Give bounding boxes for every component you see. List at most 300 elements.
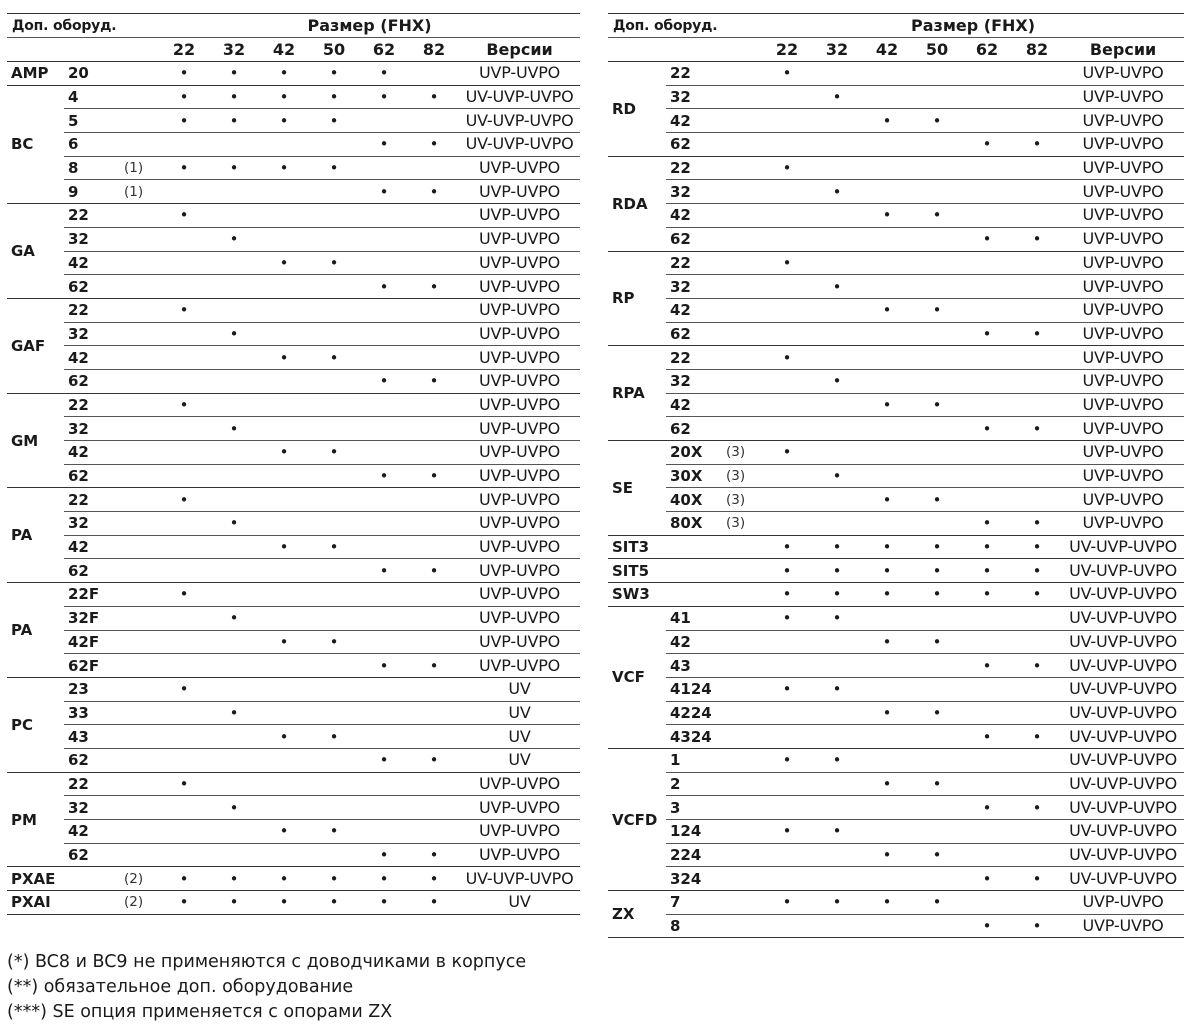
empty-cell <box>359 820 409 844</box>
empty-cell <box>1012 606 1062 630</box>
empty-cell <box>259 701 309 725</box>
empty-cell <box>1012 180 1062 204</box>
empty-cell <box>812 725 862 749</box>
availability-dot: • <box>862 891 912 915</box>
version-cell: UVP-UVPO <box>1062 346 1184 370</box>
empty-cell <box>359 109 409 133</box>
availability-dot: • <box>812 559 862 583</box>
empty-cell <box>812 156 862 180</box>
code-cell: 62 <box>666 133 724 157</box>
availability-dot: • <box>912 204 962 228</box>
availability-dot: • <box>862 393 912 417</box>
empty-cell <box>862 85 912 109</box>
empty-cell <box>409 298 459 322</box>
availability-dot: • <box>209 796 259 820</box>
availability-dot: • <box>962 654 1012 678</box>
empty-cell <box>209 369 259 393</box>
version-cell: UVP-UVPO <box>459 180 580 204</box>
note-cell <box>122 535 159 559</box>
empty-cell <box>912 156 962 180</box>
availability-dot: • <box>409 748 459 772</box>
version-cell: UVP-UVPO <box>459 820 580 844</box>
empty-cell <box>962 748 1012 772</box>
empty-cell <box>1012 891 1062 915</box>
empty-cell <box>359 322 409 346</box>
table-row <box>7 606 580 630</box>
note-cell: (2) <box>122 867 159 891</box>
empty-cell <box>359 583 409 607</box>
availability-dot: • <box>762 559 812 583</box>
code-cell <box>666 583 724 607</box>
note-cell <box>724 322 762 346</box>
empty-cell <box>309 464 359 488</box>
empty-cell <box>209 748 259 772</box>
empty-cell <box>409 322 459 346</box>
note-cell <box>724 914 762 938</box>
table-row <box>608 275 1184 299</box>
table-row <box>7 251 580 275</box>
version-cell: UV-UVP-UVPO <box>1062 559 1184 583</box>
note-cell <box>122 701 159 725</box>
empty-cell <box>409 204 459 228</box>
empty-cell <box>259 464 309 488</box>
version-cell: UV <box>459 891 580 915</box>
empty-cell <box>962 464 1012 488</box>
empty-cell <box>209 820 259 844</box>
version-cell: UVP-UVPO <box>459 298 580 322</box>
code-cell: 62 <box>64 748 122 772</box>
note-cell <box>122 559 159 583</box>
empty-cell <box>309 583 359 607</box>
empty-cell <box>1012 772 1062 796</box>
code-cell: 33 <box>64 701 122 725</box>
availability-dot: • <box>309 156 359 180</box>
availability-dot: • <box>812 85 862 109</box>
availability-dot: • <box>409 843 459 867</box>
availability-dot: • <box>962 559 1012 583</box>
availability-dot: • <box>762 891 812 915</box>
version-cell: UVP-UVPO <box>1062 204 1184 228</box>
availability-dot: • <box>259 630 309 654</box>
empty-cell <box>862 512 912 536</box>
availability-dot: • <box>962 583 1012 607</box>
availability-dot: • <box>259 891 309 915</box>
empty-cell <box>209 298 259 322</box>
version-cell: UVP-UVPO <box>1062 891 1184 915</box>
empty-cell <box>309 298 359 322</box>
empty-cell <box>209 133 259 157</box>
empty-cell <box>812 843 862 867</box>
note-cell <box>724 346 762 370</box>
empty-cell <box>159 725 209 749</box>
empty-cell <box>359 725 409 749</box>
code-cell: 32 <box>64 227 122 251</box>
availability-dot: • <box>812 606 862 630</box>
table-row <box>608 369 1184 393</box>
footnote: (*) BC8 и BC9 не применяются с доводчиками в корпусе <box>7 952 527 972</box>
availability-dot: • <box>159 85 209 109</box>
availability-dot: • <box>862 630 912 654</box>
availability-dot: • <box>812 677 862 701</box>
table-body-left <box>7 62 580 915</box>
empty-cell <box>209 772 259 796</box>
version-cell: UVP-UVPO <box>459 322 580 346</box>
empty-cell <box>1012 204 1062 228</box>
table-row <box>608 606 1184 630</box>
code-cell: 22 <box>64 204 122 228</box>
table-row <box>7 464 580 488</box>
empty-cell <box>409 227 459 251</box>
empty-cell <box>259 512 309 536</box>
availability-dot: • <box>409 654 459 678</box>
size-header: 42 <box>862 38 912 62</box>
note-cell <box>122 677 159 701</box>
note-cell <box>724 725 762 749</box>
table-row <box>608 677 1184 701</box>
empty-cell <box>209 180 259 204</box>
code-cell: 62F <box>64 654 122 678</box>
availability-dot: • <box>912 559 962 583</box>
empty-cell <box>209 204 259 228</box>
table-row <box>608 227 1184 251</box>
availability-dot: • <box>912 583 962 607</box>
version-cell: UVP-UVPO <box>459 275 580 299</box>
size-header: 62 <box>962 38 1012 62</box>
empty-cell <box>309 559 359 583</box>
table-row <box>608 867 1184 891</box>
availability-dot: • <box>309 535 359 559</box>
empty-cell <box>962 630 1012 654</box>
code-cell: 62 <box>64 275 122 299</box>
empty-cell <box>1012 748 1062 772</box>
availability-dot: • <box>1012 914 1062 938</box>
empty-cell <box>1012 630 1062 654</box>
empty-cell <box>762 322 812 346</box>
table-row <box>608 417 1184 441</box>
empty-cell <box>762 85 812 109</box>
availability-dot: • <box>209 867 259 891</box>
empty-cell <box>862 322 912 346</box>
empty-cell <box>259 393 309 417</box>
availability-dot: • <box>309 85 359 109</box>
empty-cell <box>912 725 962 749</box>
availability-dot: • <box>1012 417 1062 441</box>
group-label: SIT5 <box>608 559 666 583</box>
empty-cell <box>259 772 309 796</box>
code-cell: 8 <box>666 914 724 938</box>
table-row <box>7 512 580 536</box>
empty-cell <box>962 701 1012 725</box>
version-cell: UVP-UVPO <box>459 512 580 536</box>
code-cell: 32 <box>666 369 724 393</box>
empty-cell <box>409 725 459 749</box>
empty-cell <box>862 275 912 299</box>
empty-cell <box>309 512 359 536</box>
empty-cell <box>862 796 912 820</box>
empty-cell <box>962 62 1012 86</box>
empty-cell <box>912 251 962 275</box>
availability-dot: • <box>409 133 459 157</box>
empty-cell <box>409 156 459 180</box>
version-cell: UVP-UVPO <box>459 772 580 796</box>
size-header: 22 <box>159 38 209 62</box>
code-cell: 80X <box>666 512 724 536</box>
table-row <box>608 322 1184 346</box>
empty-cell <box>309 796 359 820</box>
empty-cell <box>762 417 812 441</box>
availability-dot: • <box>209 322 259 346</box>
version-cell: UVP-UVPO <box>1062 275 1184 299</box>
empty-cell <box>259 227 309 251</box>
code-cell: 42 <box>666 109 724 133</box>
note-cell <box>724 227 762 251</box>
table-row <box>7 843 580 867</box>
column-header-size: Размер (FHX) <box>159 14 580 38</box>
version-cell: UVP-UVPO <box>459 796 580 820</box>
note-cell <box>122 275 159 299</box>
size-header: 62 <box>359 38 409 62</box>
empty-cell <box>812 109 862 133</box>
code-cell: 32 <box>666 85 724 109</box>
availability-dot: • <box>912 701 962 725</box>
empty-cell <box>259 606 309 630</box>
empty-cell <box>209 583 259 607</box>
table-body-right <box>608 62 1184 938</box>
version-cell: UV <box>459 725 580 749</box>
availability-dot: • <box>962 133 1012 157</box>
code-cell <box>64 867 122 891</box>
note-cell <box>724 109 762 133</box>
table-row <box>608 583 1184 607</box>
empty-cell <box>912 512 962 536</box>
empty-cell <box>912 62 962 86</box>
table-row <box>7 275 580 299</box>
empty-cell <box>912 227 962 251</box>
empty-cell <box>309 369 359 393</box>
version-cell: UV-UVP-UVPO <box>1062 583 1184 607</box>
table-row <box>7 109 580 133</box>
availability-dot: • <box>862 488 912 512</box>
empty-cell <box>762 133 812 157</box>
version-cell: UVP-UVPO <box>1062 464 1184 488</box>
table-row <box>7 725 580 749</box>
version-cell: UVP-UVPO <box>459 654 580 678</box>
empty-cell <box>259 654 309 678</box>
empty-cell <box>1012 488 1062 512</box>
table-row <box>7 346 580 370</box>
empty-cell <box>159 701 209 725</box>
empty-cell <box>812 512 862 536</box>
empty-cell <box>912 748 962 772</box>
availability-dot: • <box>762 62 812 86</box>
empty-cell <box>862 227 912 251</box>
code-cell: 42 <box>64 535 122 559</box>
empty-cell <box>309 843 359 867</box>
availability-dot: • <box>259 156 309 180</box>
table-row <box>608 204 1184 228</box>
table-row <box>608 62 1184 86</box>
code-cell: 41 <box>666 606 724 630</box>
availability-dot: • <box>409 369 459 393</box>
note-cell <box>724 701 762 725</box>
note-cell <box>122 464 159 488</box>
empty-cell <box>1012 156 1062 180</box>
empty-cell <box>762 867 812 891</box>
availability-dot: • <box>962 796 1012 820</box>
empty-cell <box>259 204 309 228</box>
note-cell: (3) <box>724 512 762 536</box>
availability-dot: • <box>762 606 812 630</box>
table-row <box>7 417 580 441</box>
empty-cell <box>962 109 1012 133</box>
group-label: GM <box>7 393 64 488</box>
availability-dot: • <box>912 488 962 512</box>
availability-dot: • <box>209 417 259 441</box>
empty-cell <box>159 133 209 157</box>
empty-cell <box>1012 701 1062 725</box>
empty-cell <box>762 630 812 654</box>
empty-cell <box>962 441 1012 465</box>
empty-cell <box>812 62 862 86</box>
group-label: VCFD <box>608 748 666 890</box>
availability-dot: • <box>209 701 259 725</box>
table-row <box>608 464 1184 488</box>
code-cell: 4324 <box>666 725 724 749</box>
version-cell: UVP-UVPO <box>459 227 580 251</box>
version-cell: UV-UVP-UVPO <box>1062 677 1184 701</box>
group-label: ZX <box>608 891 666 938</box>
empty-cell <box>762 369 812 393</box>
empty-cell <box>359 251 409 275</box>
note-cell <box>122 204 159 228</box>
empty-cell <box>209 843 259 867</box>
code-cell: 32 <box>666 275 724 299</box>
empty-cell <box>409 393 459 417</box>
note-cell <box>122 109 159 133</box>
note-cell <box>724 204 762 228</box>
table-row <box>7 583 580 607</box>
empty-cell <box>962 891 1012 915</box>
empty-cell <box>862 606 912 630</box>
code-cell: 4124 <box>666 677 724 701</box>
availability-dot: • <box>812 275 862 299</box>
empty-cell <box>762 488 812 512</box>
empty-cell <box>962 393 1012 417</box>
empty-cell <box>259 369 309 393</box>
empty-cell <box>962 298 1012 322</box>
table-row <box>7 796 580 820</box>
availability-dot: • <box>812 180 862 204</box>
availability-dot: • <box>912 891 962 915</box>
code-cell: 1 <box>666 748 724 772</box>
empty-cell <box>912 677 962 701</box>
empty-cell <box>159 748 209 772</box>
empty-cell <box>962 275 1012 299</box>
empty-cell <box>962 488 1012 512</box>
availability-dot: • <box>862 559 912 583</box>
version-cell: UVP-UVPO <box>1062 393 1184 417</box>
note-cell <box>724 393 762 417</box>
availability-dot: • <box>309 891 359 915</box>
note-cell <box>724 796 762 820</box>
version-cell: UVP-UVPO <box>459 346 580 370</box>
empty-cell <box>962 204 1012 228</box>
empty-cell <box>812 867 862 891</box>
empty-cell <box>409 109 459 133</box>
code-cell: 30X <box>666 464 724 488</box>
note-cell <box>122 298 159 322</box>
empty-cell <box>309 417 359 441</box>
availability-dot: • <box>209 156 259 180</box>
empty-cell <box>1012 843 1062 867</box>
size-header: 32 <box>812 38 862 62</box>
availability-dot: • <box>259 725 309 749</box>
empty-cell <box>309 133 359 157</box>
version-cell: UV-UVP-UVPO <box>1062 701 1184 725</box>
empty-cell <box>812 654 862 678</box>
code-cell: 62 <box>666 417 724 441</box>
empty-cell <box>762 796 812 820</box>
version-cell: UV-UVP-UVPO <box>459 867 580 891</box>
empty-cell <box>762 464 812 488</box>
note-cell <box>122 227 159 251</box>
empty-cell <box>762 512 812 536</box>
empty-cell <box>962 677 1012 701</box>
empty-cell <box>862 748 912 772</box>
empty-cell <box>159 251 209 275</box>
group-label: SW3 <box>608 583 666 607</box>
code-cell: 42 <box>64 820 122 844</box>
note-cell <box>122 251 159 275</box>
empty-cell <box>409 630 459 654</box>
note-cell <box>122 748 159 772</box>
empty-cell <box>359 772 409 796</box>
empty-cell <box>862 914 912 938</box>
empty-cell <box>1012 62 1062 86</box>
empty-cell <box>409 701 459 725</box>
availability-dot: • <box>159 156 209 180</box>
code-cell: 4 <box>64 85 122 109</box>
empty-cell <box>359 441 409 465</box>
empty-cell <box>762 204 812 228</box>
availability-dot: • <box>359 133 409 157</box>
code-cell: 124 <box>666 820 724 844</box>
empty-cell <box>359 796 409 820</box>
version-cell: UV-UVP-UVPO <box>1062 725 1184 749</box>
code-cell: 22F <box>64 583 122 607</box>
table-row <box>7 393 580 417</box>
availability-dot: • <box>912 393 962 417</box>
empty-cell <box>159 796 209 820</box>
table-row <box>608 346 1184 370</box>
table-row <box>7 677 580 701</box>
table-row <box>608 820 1184 844</box>
table-row <box>608 843 1184 867</box>
table-row <box>7 156 580 180</box>
empty-cell <box>209 535 259 559</box>
empty-cell <box>159 535 209 559</box>
empty-cell <box>259 559 309 583</box>
availability-dot: • <box>812 369 862 393</box>
availability-dot: • <box>1012 512 1062 536</box>
table-row <box>7 891 580 915</box>
note-cell <box>122 393 159 417</box>
table-row <box>608 441 1184 465</box>
availability-dot: • <box>309 725 359 749</box>
empty-cell <box>259 583 309 607</box>
empty-cell <box>409 583 459 607</box>
availability-dot: • <box>259 251 309 275</box>
